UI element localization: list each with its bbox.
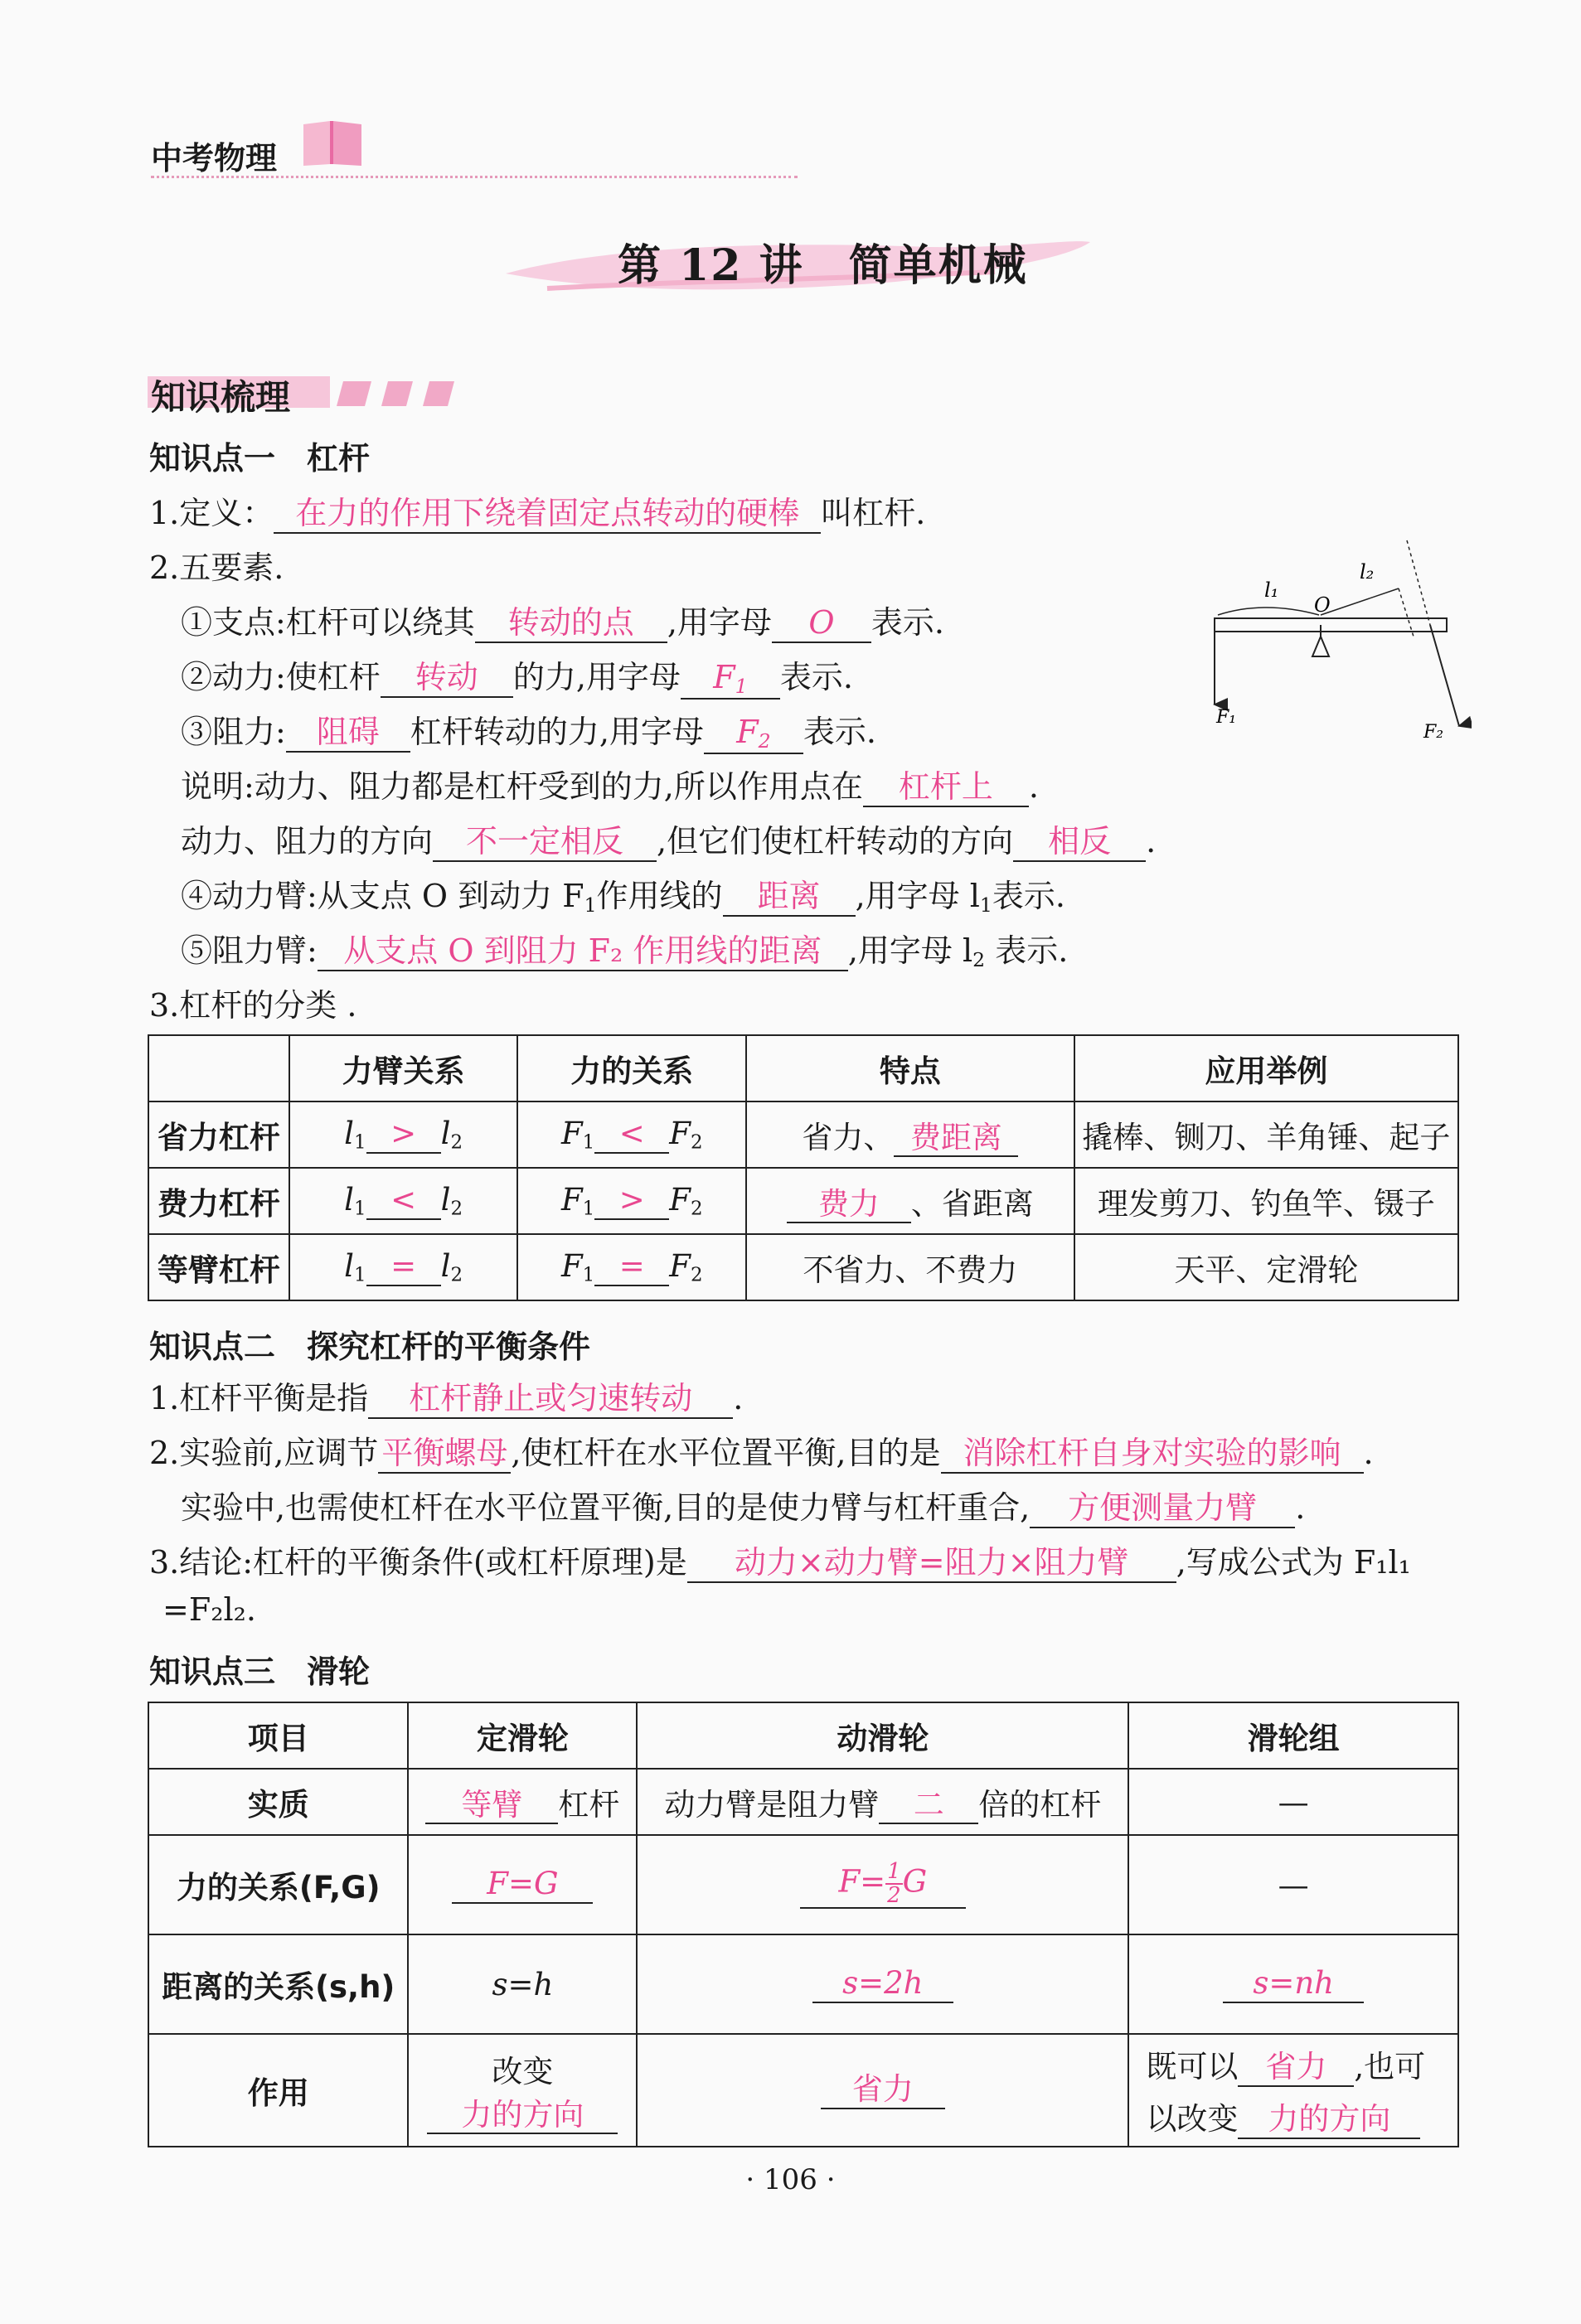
kp2-l3-prefix: 实验中,也需使杠杆在水平位置平衡,目的是使力臂与杠杆重合, [181, 1489, 1031, 1526]
earm-suffix: ,用字母 l [855, 878, 980, 914]
row-label: 实质 [148, 1769, 408, 1835]
fraction [885, 1858, 902, 1908]
kp2-l1-answer: 杠杆静止或匀速转动 [368, 1381, 733, 1419]
kp1-fulcrum [181, 597, 944, 643]
fulcrum-prefix: ①支点:杠杆可以绕其 [181, 604, 475, 641]
table-row [148, 1835, 1458, 1934]
lever-diagram [1206, 539, 1472, 746]
rarm-suffix: ,用字母 l [847, 932, 973, 969]
series-title: 中考物理 [151, 140, 278, 177]
kp2-l4-answer: 动力×动力臂=阻力×阻力臂 [687, 1545, 1176, 1583]
kp2-line-5: =F₂l₂. [162, 1591, 256, 1628]
section-title: 知识梳理 [151, 377, 291, 418]
rarm-sub: 2 [972, 947, 986, 971]
effort-prefix: ②动力:使杠杆 [181, 659, 381, 695]
book-icon [300, 118, 365, 167]
kp1-definition [149, 487, 925, 534]
feature-a: 省力、 [802, 1119, 895, 1155]
force-op: > [594, 1183, 669, 1220]
kp2-l2-mid: ,使杠杆在水平位置平衡,目的是 [511, 1435, 941, 1471]
effort-letter-sub: 1 [735, 674, 748, 698]
row-label: 作用 [148, 2034, 408, 2147]
kp2-l4-prefix: 3.结论:杠杆的平衡条件(或杠杆原理)是 [149, 1544, 687, 1581]
fixed-cell [408, 1769, 637, 1835]
diagram-l2-label: l₂ [1360, 560, 1375, 583]
movable-cell [637, 1769, 1128, 1835]
kp2-l2-suffix: . [1363, 1435, 1374, 1471]
arm-op: < [366, 1183, 441, 1220]
resist-suffix: 表示. [803, 714, 876, 750]
effort-letter [681, 660, 780, 700]
lecture-title: 第 12 讲 简单机械 [618, 240, 1028, 291]
effort-mid: 的力,用字母 [512, 659, 681, 695]
rarm-answer: 从支点 O 到阻力 F₂ 作用线的距离 [318, 933, 848, 971]
group-cell [1128, 2034, 1458, 2147]
table-row [148, 2034, 1458, 2147]
table-row [148, 1168, 1458, 1234]
kp1-note [181, 761, 1039, 807]
resist-answer: 阻碍 [286, 714, 410, 753]
kp2-line-4 [149, 1537, 1411, 1583]
dir-mid: ,但它们使杠杆转动的方向 [657, 823, 1014, 859]
fraction-numerator: 1 [887, 1858, 901, 1884]
movable-answer: 二 [879, 1788, 978, 1825]
kp2-l3-suffix: . [1295, 1489, 1306, 1526]
kp2-l1-suffix: . [733, 1380, 744, 1416]
kp3-heading: 知识点三 滑轮 [149, 1653, 371, 1690]
movable-answer: s=2h [812, 1966, 953, 2003]
movable-cell [637, 1934, 1128, 2034]
pulley-header-0: 项目 [148, 1702, 408, 1769]
kp2-l4-suffix: ,写成公式为 F₁l₁ [1176, 1544, 1411, 1581]
pulley-table-header [148, 1702, 1458, 1769]
example: 天平、定滑轮 [1074, 1234, 1458, 1300]
movable-cell [637, 2034, 1128, 2147]
dir-prefix: 动力、阻力的方向 [181, 823, 434, 859]
dir-answer-2: 相反 [1013, 824, 1146, 862]
kp2-line-2 [149, 1427, 1374, 1474]
diagram-f2-label: F₂ [1423, 722, 1444, 743]
dir-answer: 不一定相反 [433, 824, 657, 862]
earm-sub-2: 1 [979, 893, 992, 917]
f2-action-line [1407, 540, 1430, 625]
kp2-l2-answer-2: 消除杠杆自身对实验的影响 [941, 1436, 1364, 1474]
earm-end: 表示. [992, 878, 1065, 914]
lever-table-header-1: 力臂关系 [289, 1035, 518, 1101]
example: 理发剪刀、钓鱼竿、镊子 [1074, 1168, 1458, 1234]
def-answer: 在力的作用下绕着固定点转动的硬棒 [274, 496, 821, 534]
group-answer: s=nh [1223, 1966, 1364, 2003]
group-b: ,也可 [1354, 2049, 1426, 2085]
movable-answer: 省力 [821, 2072, 945, 2109]
lever-table-header-4: 应用举例 [1074, 1035, 1458, 1101]
fulcrum-mid: ,用字母 [667, 604, 772, 641]
note-answer: 杠杆上 [863, 769, 1029, 807]
diagram-l1-label: l₁ [1264, 579, 1279, 602]
force-relation: $F_1 > F_2$ [517, 1168, 746, 1234]
movable-cell [637, 1835, 1128, 1934]
row-label: 力的关系(F,G) [148, 1835, 408, 1934]
def-prefix: 1.定义： [149, 495, 274, 531]
kp1-effort [181, 651, 853, 700]
fraction-denominator: 2 [887, 1883, 901, 1908]
earm-mid: 作用线的 [596, 878, 723, 914]
fixed-cell [408, 1835, 637, 1934]
feature [746, 1168, 1074, 1234]
effort-letter-text: F [713, 659, 735, 695]
resist-letter [704, 714, 803, 754]
lever-table-header-3: 特点 [746, 1035, 1074, 1101]
kp2-l1-prefix: 1.杠杆平衡是指 [149, 1380, 369, 1416]
group-cell: — [1128, 1835, 1458, 1934]
fixed-answer: F=G [452, 1866, 593, 1904]
rarm-end: 表示. [985, 932, 1069, 969]
arm-op: > [366, 1116, 441, 1154]
arm-relation: $l_1 < l_2$ [289, 1168, 518, 1234]
kp2-heading: 知识点二 探究杠杆的平衡条件 [149, 1329, 591, 1365]
effort-answer: 转动 [381, 660, 513, 698]
lever-bar [1215, 618, 1447, 632]
pulley-header-3: 滑轮组 [1128, 1702, 1458, 1769]
lever-table-header-2: 力的关系 [517, 1035, 746, 1101]
feature-b: 费距离 [894, 1121, 1018, 1158]
kp2-l2-prefix: 2.实验前,应调节 [149, 1435, 379, 1471]
group-cell [1128, 1934, 1458, 2034]
resist-letter-sub: 2 [758, 729, 771, 753]
row-label: 距离的关系(s,h) [148, 1934, 408, 2034]
kp1-elements-title: 2.五要素. [149, 550, 284, 586]
movable-prefix: 动力臂是阻力臂 [664, 1786, 880, 1823]
table-row [148, 1101, 1458, 1168]
movable-prefix: F= [838, 1863, 886, 1900]
lever-table [148, 1034, 1459, 1301]
kp1-effort-arm [181, 870, 1065, 917]
earm-answer: 距离 [723, 879, 856, 917]
feature [746, 1234, 1074, 1300]
note-prefix: 说明:动力、阻力都是杠杆受到的力,所以作用点在 [181, 768, 863, 805]
group-cell: — [1128, 1769, 1458, 1835]
note-suffix: . [1028, 768, 1039, 805]
arm-relation: $l_1 = l_2$ [289, 1234, 518, 1300]
kp2-l2-answer: 平衡螺母 [378, 1436, 511, 1474]
diagram-o-label: O [1314, 593, 1331, 617]
fixed-answer: 等臂 [425, 1788, 558, 1825]
f2-arrow [1430, 625, 1459, 726]
feature-a: 费力 [787, 1187, 911, 1224]
pulley-header-1: 定滑轮 [408, 1702, 637, 1769]
arm-relation: $l_1 > l_2$ [289, 1101, 518, 1168]
row-name: 费力杠杆 [148, 1168, 289, 1234]
fixed-suffix: 杠杆 [558, 1786, 620, 1823]
force-op: < [594, 1116, 669, 1154]
dir-suffix: . [1146, 823, 1157, 859]
arm-op: = [366, 1249, 441, 1286]
kp2-line-1 [149, 1373, 743, 1419]
movable-formula [800, 1858, 966, 1909]
rarm-prefix: ⑤阻力臂: [181, 932, 318, 969]
kp1-resist [181, 706, 876, 754]
fulcrum-letter: O [772, 605, 871, 643]
kp1-resist-arm [181, 925, 1068, 971]
example: 撬棒、铡刀、羊角锤、起子 [1074, 1101, 1458, 1168]
diagram-f1-label: F₁ [1216, 707, 1237, 728]
fixed-top: 改变 [492, 2053, 554, 2089]
resist-letter-text: F [736, 714, 759, 750]
group-answer-2: 力的方向 [1238, 2102, 1420, 2139]
table-row [148, 1769, 1458, 1835]
force-relation: $F_1 = F_2$ [517, 1234, 746, 1300]
feature-b: 、省距离 [910, 1185, 1034, 1222]
kp2-l3-answer: 方便测量力臂 [1030, 1490, 1295, 1528]
fulcrum-suffix: 表示. [871, 604, 944, 641]
feature [746, 1101, 1074, 1168]
pulley-table [148, 1702, 1459, 2147]
page-number: · 106 · [745, 2163, 836, 2196]
movable-suffix: 倍的杠杆 [978, 1786, 1102, 1823]
l1-brace [1218, 608, 1319, 615]
force-op: = [594, 1249, 669, 1286]
kp1-class-title: 3.杠杆的分类 . [149, 987, 357, 1024]
fulcrum-answer: 转动的点 [475, 605, 667, 643]
kp2-line-3 [181, 1482, 1305, 1528]
row-name: 等臂杠杆 [148, 1234, 289, 1300]
l2-arm-line [1321, 588, 1399, 615]
row-name: 省力杠杆 [148, 1101, 289, 1168]
group-answer-1: 省力 [1238, 2050, 1354, 2087]
kp1-direction [181, 816, 1156, 862]
table-row [148, 1234, 1458, 1300]
effort-suffix: 表示. [779, 659, 853, 695]
group-c: 以改变 [1146, 2101, 1239, 2137]
fixed-cell: s=h [408, 1934, 637, 2034]
lever-table-header [148, 1035, 1458, 1101]
resist-prefix: ③阻力: [181, 714, 286, 750]
fulcrum-triangle [1312, 637, 1329, 656]
group-a: 既可以 [1146, 2049, 1239, 2085]
earm-prefix: ④动力臂:从支点 O 到动力 F [181, 878, 584, 914]
resist-mid: 杠杆转动的力,用字母 [410, 714, 704, 750]
earm-sub: 1 [584, 893, 597, 917]
def-suffix: 叫杠杆. [821, 495, 926, 531]
force-relation: $F_1 < F_2$ [517, 1101, 746, 1168]
pulley-header-2: 动滑轮 [637, 1702, 1128, 1769]
movable-suffix: G [902, 1863, 928, 1900]
fixed-cell [408, 2034, 637, 2147]
kp1-heading: 知识点一 杠杆 [149, 440, 371, 477]
lever-table-header-0 [148, 1035, 289, 1101]
feature-a: 不省力、不费力 [803, 1252, 1018, 1288]
table-row [148, 1934, 1458, 2034]
fixed-answer: 力的方向 [427, 2098, 618, 2135]
header-rule [151, 176, 798, 178]
